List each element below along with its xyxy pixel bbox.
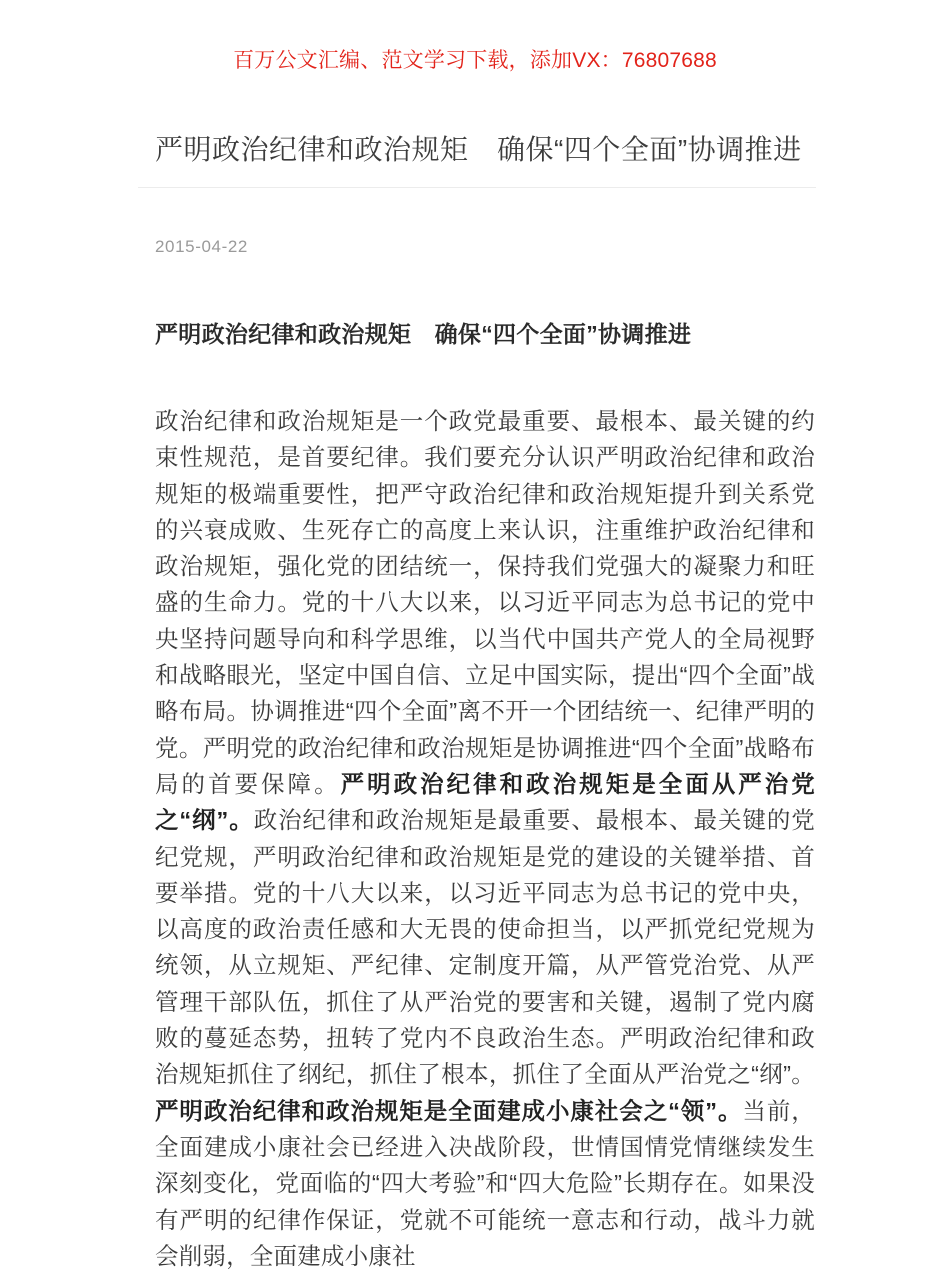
promo-banner-text: 百万公文汇编、范文学习下载，添加VX：76807688 [233,49,717,72]
article-body [155,351,815,1274]
publish-date: 2015-04-22 [155,237,248,256]
body-paragraph-3: 当前，全面建成小康社会已经进入决战阶段，世情国情党情继续发生深刻变化，党面临的“四大考验”和“四大危险”长期存在。如果没有严明的纪律作保证，党就不可能统一意志和行动，战斗力就会削弱，全面建成小康社 [155,1097,815,1269]
body-paragraph-2: 政治纪律和政治规矩是最重要、最根本、最关键的党纪党规，严明政治纪律和政治规矩是党的建设的关键举措、首要举措。党的十八大以来，以习近平同志为总书记的党中央，以高度的政治责任感和大无畏的使命担当，以严抓党纪党规为统领，从立规矩、严纪律、定制度开篇，从严管党治党、从严管理干部队伍，抓住了从严治党的要害和关键，遏制了党内腐败的蔓延态势，扭转了党内不良政治生态。严明政治纪律和政治规矩抓住了纲纪，抓住了根本，抓住了全面从严治党之“纲”。 [155,807,815,1088]
article [155,259,815,1274]
document-content [155,0,815,1274]
page-title: 严明政治纪律和政治规矩 确保“四个全面”协调推进 [155,134,802,165]
article-heading: 严明政治纪律和政治规矩 确保“四个全面”协调推进 [155,321,692,347]
body-bold-phrase-1: 严明政治纪律和政治规矩是全面从严治党之“纲”。 [155,770,815,834]
body-bold-phrase-2: 严明政治纪律和政治规矩是全面建成小康社会之“领”。 [155,1097,743,1124]
body-paragraph-1: 政治纪律和政治规矩是一个政党最重要、最根本、最关键的约束性规范，是首要纪律。我们要充分认识严明政治纪律和政治规矩的极端重要性，把严守政治纪律和政治规矩提升到关系党的兴衰成败、生死存亡的高度上来认识，注重维护政治纪律和政治规矩，强化党的团结统一，保持我们党强大的凝聚力和旺盛的生命力。党的十八大以来，以习近平同志为总书记的党中央坚持问题导向和科学思维，以当代中国共产党人的全局视野和战略眼光，坚定中国自信、立足中国实际，提出“四个全面”战略布局。协调推进“四个全面”离不开一个团结统一、纪律严明的党。严明党的政治纪律和政治规矩是协调推进“四个全面”战略布局的首要保障。 [155,408,815,797]
